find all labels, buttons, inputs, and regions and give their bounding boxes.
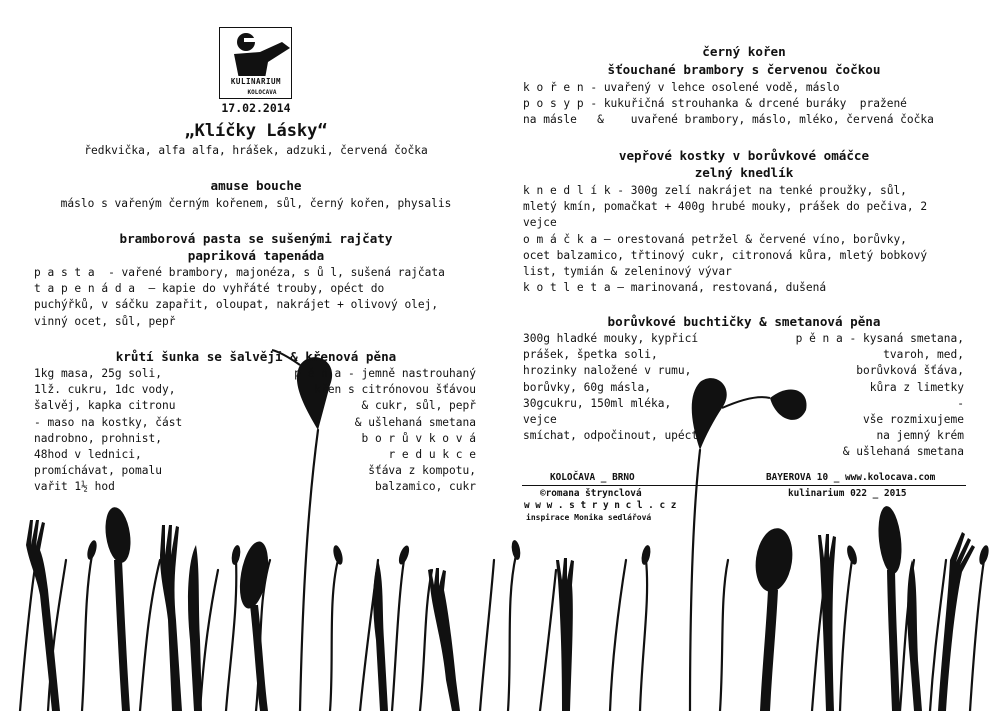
- logo-subtext: KOLOCAVA: [247, 89, 277, 96]
- recipe-line: mletý kmín, pomačkat + 400g hrubé mouky, prášek do pečiva, 2: [523, 200, 928, 214]
- menu-date: 17.02.2014: [221, 101, 291, 115]
- recipe-line: šťáva z kompotu,: [368, 464, 476, 478]
- pasta-heading: bramborová pasta se sušenými rajčaty: [119, 231, 393, 246]
- recipe-line: na jemný krém: [876, 429, 964, 443]
- recipe-line: 1kg masa, 25g soli,: [34, 367, 162, 380]
- recipe-line: borůvková šťáva,: [856, 364, 964, 378]
- recipe-line: hrozinky naložené v rumu,: [523, 364, 692, 378]
- amuse-heading: amuse bouche: [210, 178, 302, 193]
- recipe-line: -: [957, 396, 964, 410]
- footer-issue: kulinarium 022 _ 2015: [788, 488, 907, 499]
- recipe-line: vejce: [523, 413, 557, 427]
- footer-inspiration: inspirace Monika sedlářová: [526, 513, 652, 522]
- recipe-line: vinný ocet, sůl, pepř: [34, 314, 176, 328]
- menu-title: „Klíčky Lásky“: [184, 121, 328, 141]
- buns-ingredients: [523, 331, 743, 444]
- recipe-line: tvaroh, med,: [883, 348, 964, 362]
- recipe-line: šalvěj, kapka citronu: [34, 399, 176, 413]
- pork-recipe: [523, 183, 973, 296]
- pork-heading: vepřové kostky v borůvkové omáčce: [618, 148, 870, 163]
- footer-website-link[interactable]: w w w . s t r y n c l . c z: [524, 500, 677, 511]
- cream-foam-recipe: [764, 331, 964, 461]
- recipe-line: p ě n a - jemně nastrouhaný: [294, 367, 476, 380]
- recipe-line: nadrobno, prohnist,: [34, 431, 162, 445]
- recipe-line: křen s citrónovou šťávou: [314, 383, 476, 397]
- recipe-line: r e d u k c e: [388, 448, 476, 462]
- recipe-line: k n e d l í k - 300g zelí nakrájet na tenké proužky, sůl,: [523, 184, 907, 197]
- recipe-line: 1lž. cukru, 1dc vody,: [34, 383, 176, 397]
- recipe-line: vejce: [523, 216, 557, 230]
- recipe-line: & ušlehaná smetana: [354, 415, 476, 429]
- recipe-line: k o ř e n - uvařený v lehce osolené vodě, máslo: [523, 81, 840, 94]
- menu-subtitle: ředkvička, alfa alfa, hrášek, adzuki, červená čočka: [84, 144, 428, 157]
- footer-divider: [522, 485, 966, 486]
- recipe-line: 48hod v lednici,: [34, 448, 142, 462]
- recipe-line: b o r ů v k o v á: [361, 431, 476, 445]
- recipe-line: t a p e n á d a – kapie do vyhřáté trouby, opéct do: [34, 282, 385, 296]
- footer-author: ©romana štrynclová: [540, 488, 642, 499]
- spoon-icon: [102, 505, 904, 711]
- recipe-line: vařit 1½ hod: [34, 480, 115, 494]
- recipe-line: 30gcukru, 150ml mléka,: [523, 396, 672, 410]
- recipe-line: na másle & uvařené brambory, máslo, mléko, červená čočka: [523, 113, 934, 127]
- tapenade-heading: papriková tapenáda: [187, 248, 325, 263]
- recipe-line: kůra z limetky: [869, 380, 964, 394]
- footer-address: BAYEROVA 10 _ www.kolocava.com: [766, 472, 936, 483]
- recipe-line: k o t l e t a – marinovaná, restovaná, dušená: [523, 281, 827, 295]
- recipe-line: smíchat, odpočinout, upéct: [523, 429, 699, 443]
- foam-recipe: [276, 366, 476, 496]
- amuse-text: máslo s vařeným černým kořenem, sůl, černý kořen, physalis: [60, 197, 452, 210]
- recipe-line: p a s t a - vařené brambory, majonéza, s ů l, sušená rajčata: [34, 266, 445, 279]
- mash-heading: šťouchané brambory s červenou čočkou: [607, 62, 881, 77]
- kulinarium-logo: [219, 27, 292, 99]
- recipe-line: list, tymián & zeleninový vývar: [523, 265, 732, 279]
- logo-text: KULINARIUM: [224, 76, 288, 87]
- dumpling-heading: zelný knedlík: [694, 165, 794, 180]
- recipe-line: p ě n a - kysaná smetana,: [795, 332, 964, 345]
- recipe-line: o m á č k a – orestovaná petržel & červené víno, borůvky,: [523, 232, 907, 246]
- recipe-line: balzamico, cukr: [374, 480, 476, 494]
- buns-heading: borůvkové buchtičky & smetanová pěna: [607, 314, 881, 329]
- turkey-ingredients: [34, 366, 234, 496]
- recipe-line: promíchávat, pomalu: [34, 464, 162, 478]
- recipe-line: & ušlehaná smetana: [842, 445, 964, 459]
- root-heading: černý kořen: [702, 44, 786, 59]
- recipe-line: borůvky, 60g másla,: [523, 380, 651, 394]
- recipe-line: & cukr, sůl, pepř: [361, 399, 476, 413]
- footer-location: KOLOČAVA _ BRNO: [550, 472, 635, 483]
- recipe-line: puchýřků, v sáčku zapařit, oloupat, nakrájet + olivový olej,: [34, 298, 439, 312]
- pasta-recipe: [34, 265, 484, 330]
- recipe-line: vše rozmixujeme: [862, 413, 964, 427]
- recipe-line: prášek, špetka soli,: [523, 348, 658, 362]
- root-recipe: [523, 80, 973, 129]
- turkey-heading: krůtí šunka se šalvějí & křenová pěna: [115, 349, 397, 364]
- recipe-line: ocet balzamico, třtinový cukr, citronová kůra, mletý bobkový: [523, 248, 928, 262]
- recipe-line: - maso na kostky, část: [34, 415, 183, 429]
- recipe-line: 300g hladké mouky, kypřicí: [523, 332, 699, 345]
- recipe-line: p o s y p - kukuřičná strouhanka & drcené buráky pražené: [523, 97, 907, 111]
- fork-icon: [26, 520, 975, 711]
